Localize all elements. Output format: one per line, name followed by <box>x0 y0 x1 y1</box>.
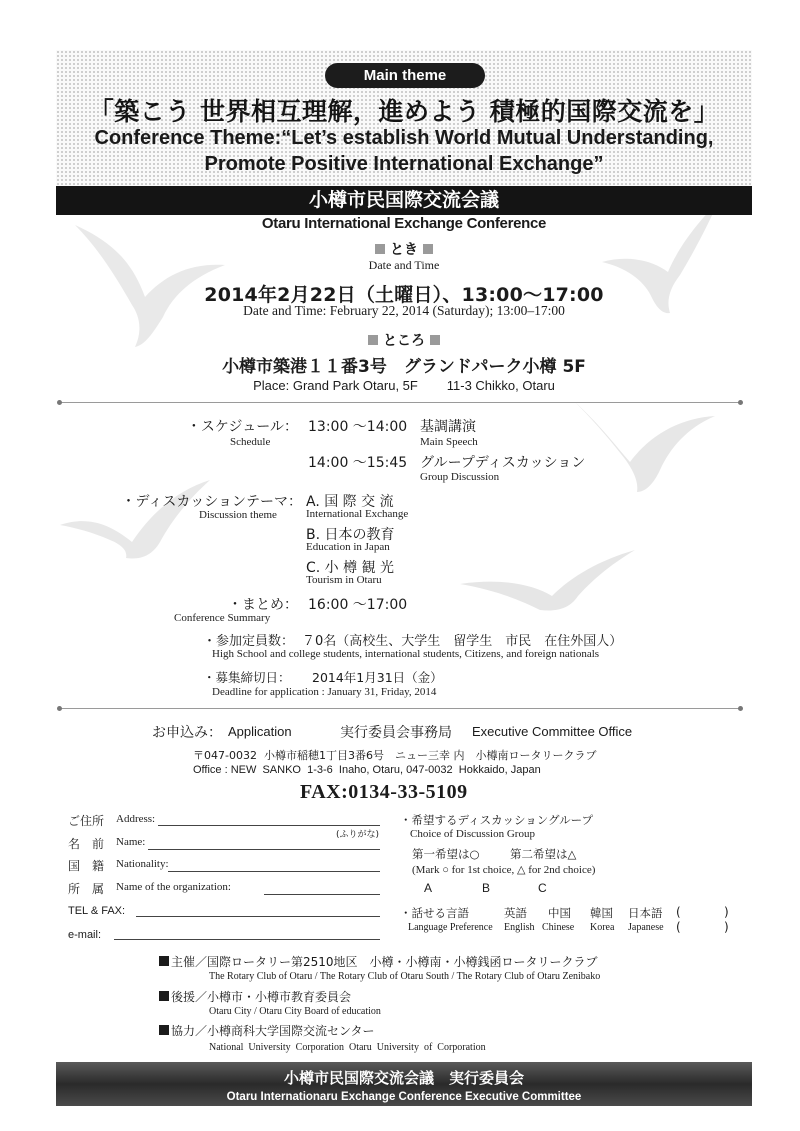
group-option-a[interactable]: A <box>424 881 433 895</box>
language-chinese[interactable]: 中国 <box>548 906 571 920</box>
main-theme-english-line1: Conference Theme:“Let’s establish World Mutual Understanding, <box>94 127 714 149</box>
tel-fax-field[interactable] <box>136 903 380 917</box>
seagull-right-mid-image <box>575 400 715 495</box>
form-nationality-label: 国 籍 <box>68 859 105 873</box>
place-english: Place: Grand Park Otaru, 5F 11-3 Chikko, Otaru <box>253 378 555 393</box>
seagull-right-low-image <box>460 548 635 613</box>
organizer-support-text: 後援／小樽市・小樽市教育委員会 <box>171 990 352 1004</box>
summary-label-english: Conference Summary <box>174 612 271 624</box>
organizer-cooperation-english: National University Corporation Otaru University of Corporation <box>209 1042 486 1053</box>
square-bullet-icon <box>430 335 440 345</box>
language-label: ・話せる言語 <box>400 906 469 920</box>
datetime-english: Date and Time: February 22, 2014 (Saturday); 13:00–17:00 <box>243 303 565 318</box>
language-korean-label: Korea <box>590 922 615 933</box>
datetime-heading-english: Date and Time <box>368 258 440 272</box>
form-tel-fax-label: TEL & FAX: <box>68 905 126 917</box>
square-bullet-icon <box>159 956 169 966</box>
conference-title-bar: 小樽市民国際交流会議 <box>56 186 752 215</box>
place-japanese: 小樽市築港１１番3号 グランドパーク小樽 5F <box>222 357 586 377</box>
application-label: お申込み： <box>152 725 222 741</box>
square-bullet-icon <box>423 244 433 254</box>
fax-number: FAX:0134-33-5109 <box>300 781 468 803</box>
square-bullet-icon <box>375 244 385 254</box>
other-language-paren-open-2: ( <box>676 920 681 934</box>
discussion-group-label: ・希望するディスカッショングループ <box>400 813 594 827</box>
discussion-group-label-english: Choice of Discussion Group <box>410 828 535 840</box>
form-address-label-english: Address: <box>116 813 156 825</box>
other-language-paren-close-1: ) <box>724 905 729 919</box>
organizer-support-english: Otaru City / Otaru City Board of education <box>209 1006 381 1017</box>
section-divider <box>60 402 740 403</box>
main-theme-japanese: 「築こう 世界相互理解，進めよう 積極的国際交流を」 <box>88 97 720 126</box>
conference-title-english: Otaru International Exchange Conference <box>261 215 547 232</box>
organizer-host <box>159 953 598 970</box>
discussion-theme-label: ・ディスカッションテーマ： <box>121 494 302 510</box>
organizer-support <box>159 988 351 1005</box>
nationality-field[interactable] <box>168 858 380 872</box>
form-name-label: 名 前 <box>68 837 105 851</box>
language-english[interactable]: 英語 <box>504 906 527 920</box>
language-english-label: English <box>504 922 535 933</box>
furigana-note: (ふりがな) <box>336 830 380 840</box>
form-email-label: e-mail: <box>68 929 102 941</box>
footer-title-english: Otaru Internationaru Exchange Conference Executive Committee <box>226 1091 582 1103</box>
discussion-theme-c: C. 小 樽 観 光 <box>306 560 395 576</box>
organizer-cooperation <box>159 1022 375 1039</box>
schedule-time-1: 13:00 〜14:00 <box>308 419 408 435</box>
language-chinese-label: Chinese <box>542 922 575 933</box>
datetime-heading-jp: とき <box>390 242 418 258</box>
organization-field[interactable] <box>264 881 380 895</box>
schedule-time-2: 14:00 〜15:45 <box>308 455 408 471</box>
place-heading-jp: ところ <box>383 333 425 349</box>
language-japanese[interactable]: 日本語 <box>628 906 663 920</box>
second-choice-label: 第二希望は△ <box>510 847 577 861</box>
datetime-japanese: 2014年2月22日（土曜日）、13:00〜17:00 <box>204 284 604 306</box>
email-field[interactable] <box>114 926 380 940</box>
office-name: 実行委員会事務局 <box>340 725 452 741</box>
deadline-label: ・募集締切日： <box>203 670 291 685</box>
first-choice-label: 第一希望は○ <box>412 847 480 861</box>
deadline-value: 2014年1月31日（金） <box>312 670 443 685</box>
footer-banner <box>56 1062 752 1106</box>
schedule-item-1: 基調講演 <box>420 419 476 435</box>
deadline-english: Deadline for application : January 31, Friday, 2014 <box>212 686 437 698</box>
schedule-item-2: グループディスカッション <box>420 455 586 471</box>
discussion-theme-b-english: Education in Japan <box>306 541 390 553</box>
form-organization-label: 所 属 <box>68 882 105 896</box>
main-theme-badge: Main theme <box>325 63 485 88</box>
seagull-left-mid-image <box>60 470 210 560</box>
schedule-label-english: Schedule <box>230 436 271 448</box>
square-bullet-icon <box>159 991 169 1001</box>
discussion-theme-b: B. 日本の教育 <box>306 527 395 543</box>
participants-value: ７0名（高校生、大学生 留学生 市民 在住外国人） <box>302 634 623 649</box>
application-label-english: Application <box>228 724 292 739</box>
language-label-english: Language Preference <box>408 922 493 933</box>
summary-time: 16:00 〜17:00 <box>308 597 408 613</box>
group-option-b[interactable]: B <box>482 881 491 895</box>
section-divider <box>60 708 740 709</box>
organizer-host-english: The Rotary Club of Otaru / The Rotary Club of Otaru South / The Rotary Club of Otaru Zenibako <box>209 971 601 982</box>
schedule-item-1-english: Main Speech <box>420 436 478 448</box>
form-name-label-english: Name: <box>116 836 146 848</box>
main-theme-english-line2: Promote Positive International Exchange” <box>204 153 604 175</box>
place-heading <box>56 330 752 350</box>
discussion-theme-a: A. 国 際 交 流 <box>306 494 394 510</box>
form-address-label: ご住所 <box>68 814 105 828</box>
office-name-english: Executive Committee Office <box>472 724 633 739</box>
other-language-paren-open-1: ( <box>676 905 681 919</box>
discussion-theme-a-english: International Exchange <box>306 508 409 520</box>
language-korean[interactable]: 韓国 <box>590 906 613 920</box>
footer-title-japanese: 小樽市民国際交流会議 実行委員会 <box>283 1069 524 1087</box>
office-address: 〒047-0032 小樽市稲穂1丁目3番6号 ニュー三幸 内 小樽南ロータリークラブ <box>193 749 597 762</box>
address-field[interactable] <box>158 812 380 826</box>
schedule-label: ・スケジュール： <box>186 419 298 435</box>
organizer-cooperation-text: 協力／小樽商科大学国際交流センター <box>171 1024 375 1038</box>
discussion-theme-c-english: Tourism in Otaru <box>306 574 382 586</box>
discussion-theme-label-english: Discussion theme <box>199 509 277 521</box>
form-nationality-label-english: Nationality: <box>116 858 169 870</box>
group-option-c[interactable]: C <box>538 881 547 895</box>
other-language-paren-close-2: ) <box>724 920 729 934</box>
name-field[interactable] <box>148 836 380 850</box>
square-bullet-icon <box>159 1025 169 1035</box>
organizer-host-text: 主催／国際ロータリー第2510地区 小樽・小樽南・小樽銭函ロータリークラブ <box>171 955 598 969</box>
participants-label: ・参加定員数： <box>203 634 295 649</box>
language-japanese-label: Japanese <box>628 922 664 933</box>
form-organization-label-english: Name of the organization: <box>116 881 231 893</box>
schedule-item-2-english: Group Discussion <box>420 471 500 483</box>
mark-instructions: (Mark ○ for 1st choice, △ for 2nd choice) <box>412 864 596 876</box>
summary-label: ・まとめ： <box>228 597 298 613</box>
square-bullet-icon <box>368 335 378 345</box>
datetime-heading <box>56 239 752 259</box>
participants-english: High School and college students, international students, Citizens, and foreign nationals <box>212 648 600 660</box>
office-address-english: Office : NEW SANKO 1-3-6 Inaho, Otaru, 047-0032 Hokkaido, Japan <box>193 764 541 776</box>
